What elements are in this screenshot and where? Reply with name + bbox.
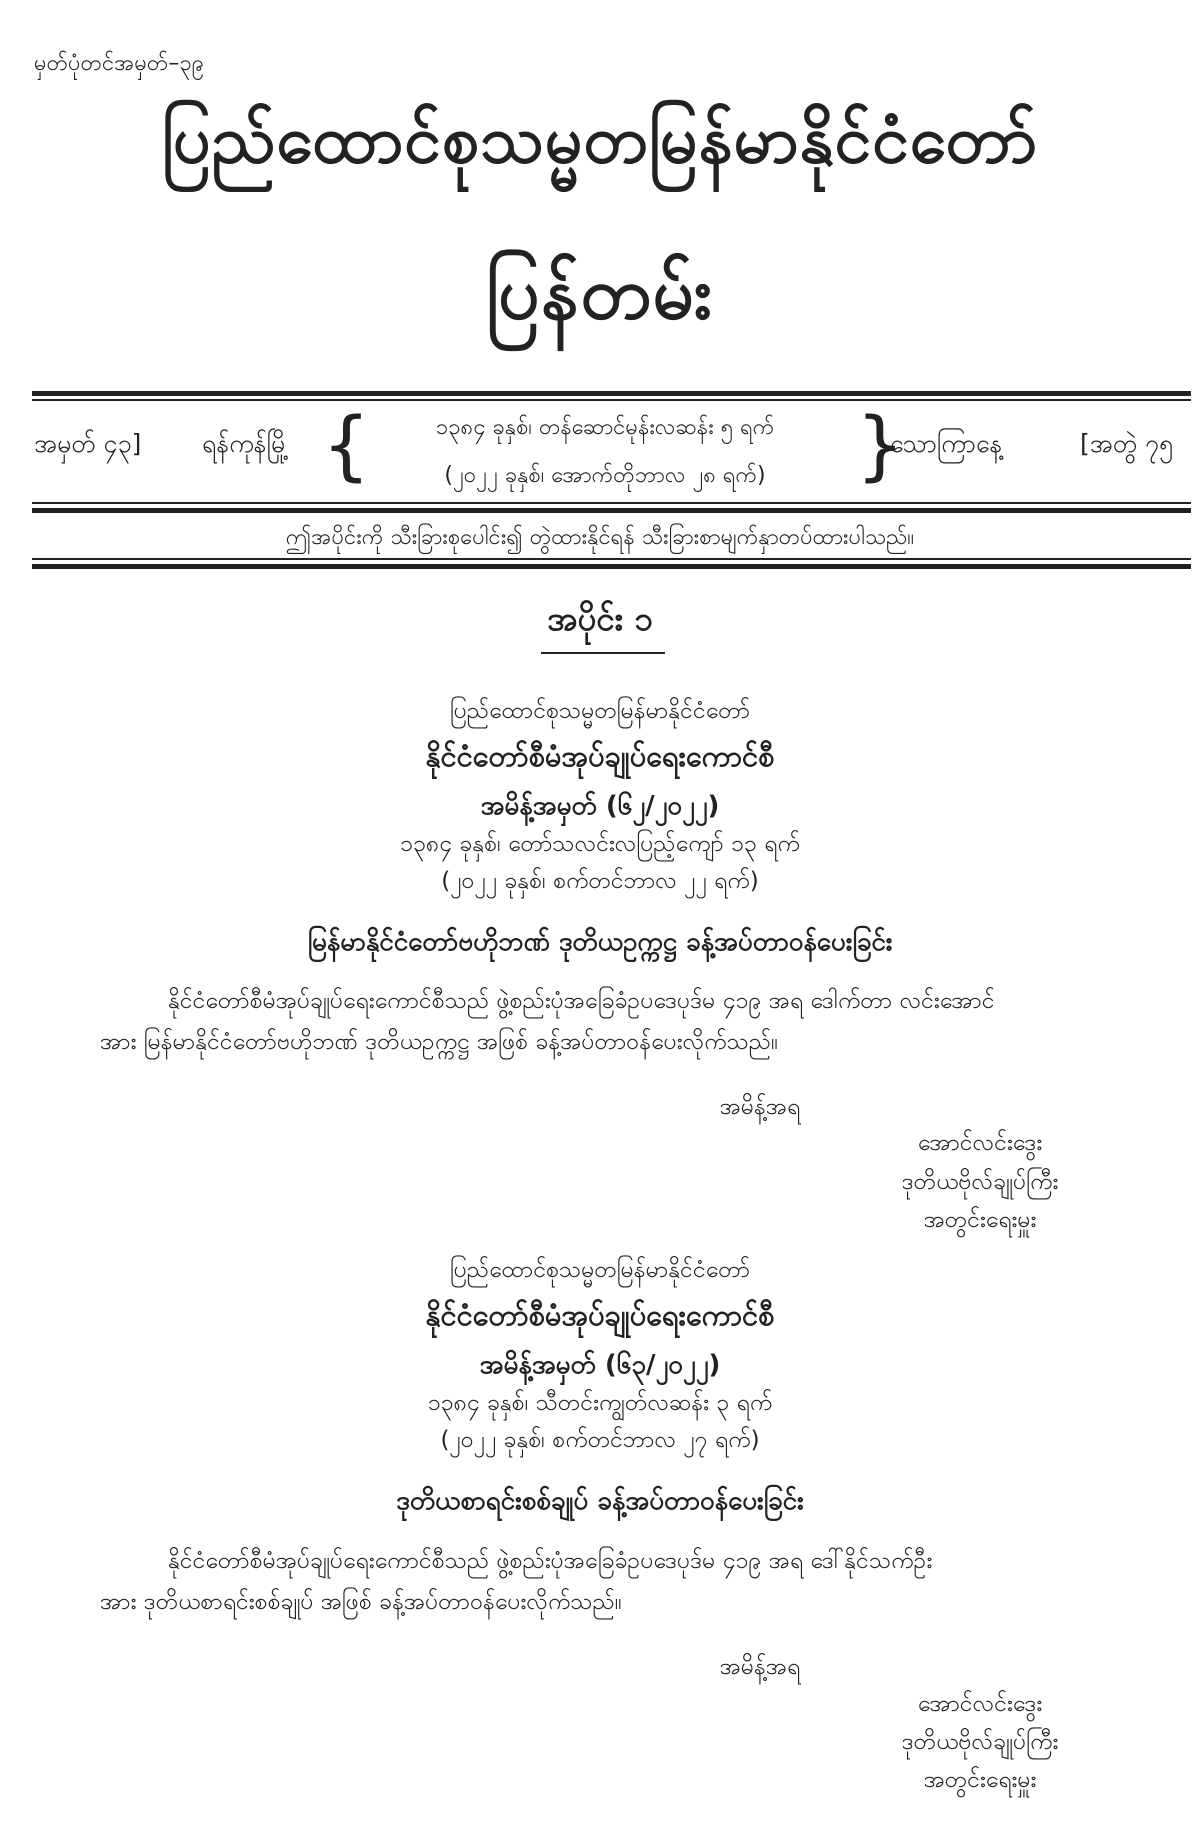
issue-date-gregorian: (၂၀၂၂ ခုနှစ်၊ အောက်တိုဘာလ ၂၈ ရက်) [444, 463, 766, 488]
order-1-by-order: အမိန့်အရ [719, 1094, 801, 1120]
order-2-date-gregorian: (၂၀၂၂ ခုနှစ်၊ စက်တင်ဘာလ ၂၇ ရက်) [440, 1427, 760, 1453]
order-2-heading: ဒုတိယစာရင်းစစ်ချုပ် ခန့်အပ်တာဝန်ပေးခြင်း [396, 1486, 804, 1516]
order-1-signer-name: အောင်လင်းဒွေး [917, 1130, 1043, 1156]
order-2-by-order: အမိန့်အရ [719, 1654, 801, 1680]
order-2-body-line-1: နိုင်ငံတော်စီမံအုပ်ချုပ်ရေးကောင်စီသည် ဖွဲ့စည်းပုံအခြေခံဥပဒေပုဒ်မ ၄၁၉ အရ ဒေါ်နိုင်သက်ဦး [168, 1548, 933, 1574]
order-1-body-line-1: နိုင်ငံတော်စီမံအုပ်ချုပ်ရေးကောင်စီသည် ဖွဲ့စည်းပုံအခြေခံဥပဒေပုဒ်မ ၄၁၉ အရ ဒေါက်တာ လင်းအောင် [168, 988, 995, 1014]
order-2-state: ပြည်ထောင်စုသမ္မတမြန်မာနိုင်ငံတော် [449, 1257, 751, 1283]
order-2-signer-name: အောင်လင်းဒွေး [917, 1691, 1043, 1717]
order-2-signer-title: အတွင်းရေးမှူး [923, 1767, 1037, 1793]
order-2-number: အမိန့်အမှတ် (၆၃/၂၀၂၂) [479, 1350, 721, 1380]
registration-number: မှတ်ပုံတင်အမှတ်–၃၉ [34, 51, 205, 76]
bottom-rule-thick [32, 564, 1191, 569]
right-brace: } [856, 400, 905, 489]
gazette-title: ပြန်တမ်း [486, 251, 714, 335]
part-title-underline [541, 652, 665, 654]
part-title: အပိုင်း ၁ [547, 599, 653, 638]
order-1-signer-rank: ဒုတိယဗိုလ်ချုပ်ကြီး [901, 1169, 1059, 1195]
order-2-signer-rank: ဒုတိယဗိုလ်ချုပ်ကြီး [901, 1729, 1059, 1755]
issue-date-myanmar: ၁၃၈၄ ခုနှစ်၊ တန်ဆောင်မုန်းလဆန်း ၅ ရက် [435, 415, 775, 440]
bottom-rule-thin [32, 558, 1191, 560]
order-1-council: နိုင်ငံတော်စီမံအုပ်ချုပ်ရေးကောင်စီ [425, 739, 775, 773]
top-rule-thin [32, 399, 1191, 401]
order-1-body-line-2: အား မြန်မာနိုင်ငံတော်ဗဟိုဘဏ် ဒုတိယဥက္ကဋ္ဌ အဖြစ် ခန့်အပ်တာဝန်ပေးလိုက်သည်။ [100, 1029, 779, 1055]
order-2-body-line-2: အား ဒုတိယစာရင်းစစ်ချုပ် အဖြစ် ခန့်အပ်တာဝန်ပေးလိုက်သည်။ [100, 1589, 622, 1615]
order-1-date-myanmar: ၁၃၈၄ ခုနှစ်၊ တော်သလင်းလပြည့်ကျော် ၁၃ ရက် [400, 831, 800, 857]
order-1-state: ပြည်ထောင်စုသမ္မတမြန်မာနိုင်ငံတော် [449, 698, 751, 724]
order-1-number: အမိန့်အမှတ် (၆၂/၂၀၂၂) [480, 791, 720, 821]
issue-weekday: သောကြာနေ့ [890, 429, 1003, 458]
order-2-date-myanmar: ၁၃၈၄ ခုနှစ်၊ သီတင်းကျွတ်လဆန်း ၃ ရက် [427, 1390, 773, 1416]
gazette-state-title: ပြည်ထောင်စုသမ္မတမြန်မာနိုင်ငံတော် [161, 101, 1039, 178]
order-2-council: နိုင်ငံတော်စီမံအုပ်ချုပ်ရေးကောင်စီ [425, 1298, 775, 1332]
top-rule-thick [32, 391, 1191, 396]
order-1-heading: မြန်မာနိုင်ငံတော်ဗဟိုဘဏ် ဒုတိယဥက္ကဋ္ဌ ခန့်အပ်တာဝန်ပေးခြင်း [307, 927, 893, 957]
order-1-signer-title: အတွင်းရေးမှူး [923, 1207, 1037, 1233]
issue-volume: [အတွဲ ၇၅ [1080, 429, 1174, 458]
mid-rule-thin [32, 502, 1191, 504]
order-1-date-gregorian: (၂၀၂၂ ခုနှစ်၊ စက်တင်ဘာလ ၂၂ ရက်) [441, 868, 759, 894]
separate-binding-notice: ဤအပိုင်းကို သီးခြားစုပေါင်း၍ တွဲထားနိုင်ရန် သီးခြားစာမျက်နှာတပ်ထားပါသည်။ [285, 525, 915, 550]
mid-rule-thick [32, 508, 1191, 513]
issue-place: ရန်ကုန်မြို့ [202, 429, 290, 458]
issue-number: အမှတ် ၄၃] [34, 429, 142, 458]
left-brace: { [322, 400, 371, 489]
